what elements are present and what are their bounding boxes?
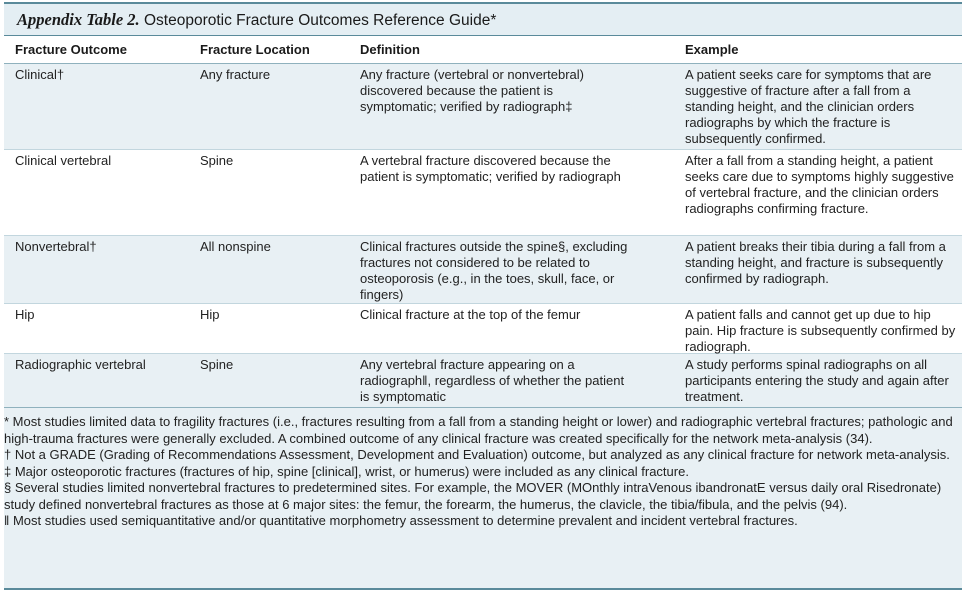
cell-definition: Clinical fractures outside the spine§, excluding fractures not considered to be related to osteoporosis (e.g., in the toes, skull, face, or fingers)	[360, 239, 628, 302]
table-title-label: Appendix Table 2.	[17, 10, 140, 29]
footnote: ‖ Most studies used semiquantitative and/or quantitative morphometry assessment to determine prevalent and incident vertebral fractures.	[4, 513, 798, 528]
cell-outcome: Clinical vertebral	[15, 153, 112, 168]
table-footnotes	[4, 407, 962, 590]
cell-example: A patient falls and cannot get up due to hip pain. Hip fracture is subsequently confirmed by radiograph.	[685, 307, 956, 354]
footnote: † Not a GRADE (Grading of Recommendations Assessment, Development and Evaluation) outcome, but analyzed as any clinical fracture for network meta-analysis.	[4, 447, 950, 462]
cell-definition: Any fracture (vertebral or nonvertebral) discovered because the patient is symptomatic; verified by radiograph‡	[360, 67, 584, 114]
table-title-bar	[4, 2, 962, 36]
footnote: ‡ Major osteoporotic fractures (fractures of hip, spine [clinical], wrist, or humerus) were included as any clinical fracture.	[4, 463, 689, 479]
footnote: § Several studies limited nonvertebral fractures to predetermined sites. For example, the MOVER (MOnthly intraVenous ibandronatE versus daily oral Risedronate) study defined nonvertebral fractures as those at 6 major sites: the femur, the forearm, the humerus, the clavicle, the tibia/fibula, and the pelvis (94).	[4, 480, 942, 512]
table-row	[4, 236, 962, 304]
cell-location: Hip	[200, 307, 220, 322]
cell-outcome: Nonvertebral†	[15, 239, 97, 254]
cell-location: Spine	[200, 153, 234, 168]
header-example: Example	[685, 42, 739, 57]
cell-location: Any fracture	[200, 67, 271, 82]
table-row	[4, 64, 962, 150]
cell-example: A patient breaks their tibia during a fall from a standing height, and fracture is subsequently confirmed by radiograph.	[685, 239, 946, 286]
table-title-text: Osteoporotic Fracture Outcomes Reference Guide*	[144, 12, 497, 29]
table-title	[17, 10, 496, 30]
table-row	[4, 354, 962, 407]
cell-definition: A vertebral fracture discovered because the patient is symptomatic; verified by radiograph	[360, 153, 621, 184]
footnote: * Most studies limited data to fragility fractures (i.e., fractures resulting from a fall from a standing height or lower) and radiographic vertebral fractures; pathologic and high-trauma fractures were generally excluded. A combined outcome of any clinical fracture was created specifically for the network meta-analysis (34).	[4, 414, 953, 446]
header-fracture-outcome: Fracture Outcome	[15, 42, 127, 57]
cell-outcome: Hip	[15, 307, 35, 322]
cell-location: All nonspine	[200, 239, 271, 254]
header-fracture-location: Fracture Location	[200, 42, 310, 57]
cell-outcome: Clinical†	[15, 67, 65, 82]
cell-example: A study performs spinal radiographs on all participants entering the study and again after treatment.	[685, 357, 949, 404]
table-row	[4, 304, 962, 354]
cell-location: Spine	[200, 357, 234, 372]
table-row	[4, 150, 962, 236]
cell-example: After a fall from a standing height, a patient seeks care due to symptoms highly suggestive of vertebral fracture, and the clinician orders radiographs confirming fracture.	[685, 153, 954, 216]
header-definition: Definition	[360, 42, 420, 57]
cell-outcome: Radiographic vertebral	[15, 357, 146, 372]
cell-definition: Clinical fracture at the top of the femur	[360, 307, 581, 322]
cell-example: A patient seeks care for symptoms that are suggestive of fracture after a fall from a standing height, and the clinician orders radiographs by which the fracture is subsequently confirmed.	[685, 67, 932, 146]
cell-definition: Any vertebral fracture appearing on a radiograph‖, regardless of whether the patient is symptomatic	[360, 357, 625, 404]
table-header-row	[4, 36, 962, 64]
